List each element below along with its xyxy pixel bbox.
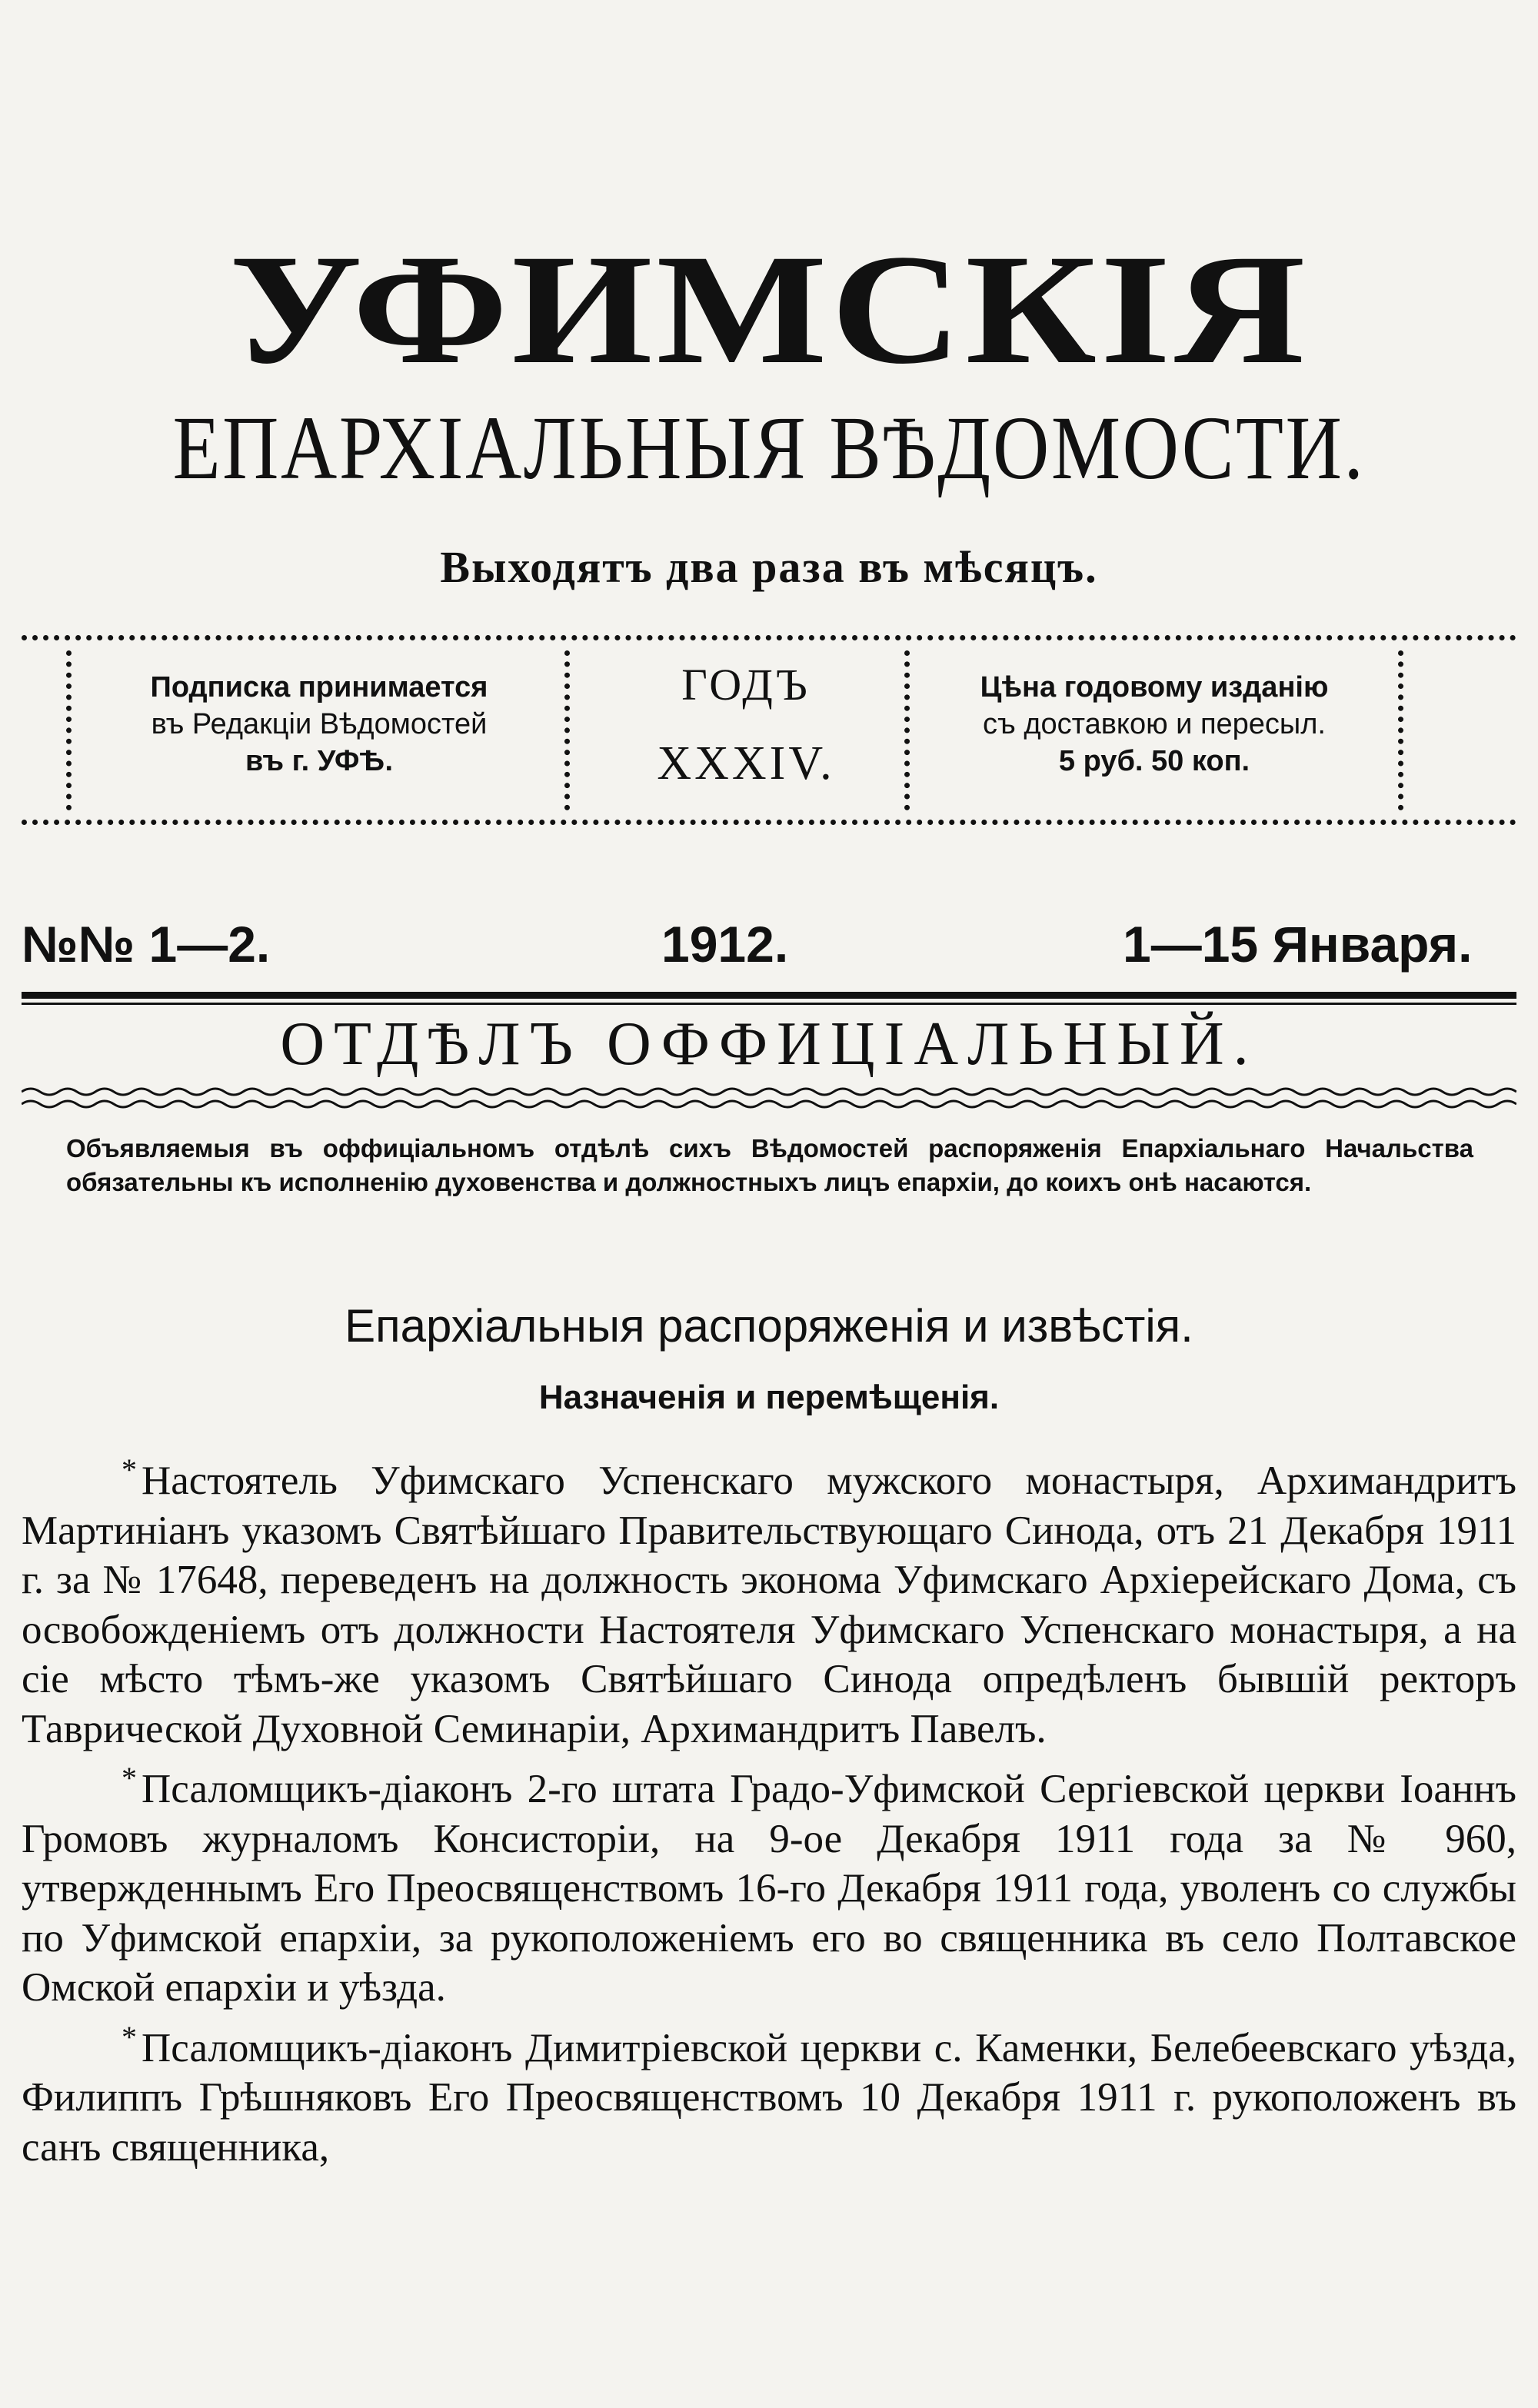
price-line-1: Цѣна годовому изданію [980, 671, 1329, 703]
official-notice: Объявляемыя въ оффиціальномъ отдѣлѣ сихъ Вѣдомостей распоряженія Епархіальнаго Начальства обязательны къ исполненію духовенства и должностныхъ лицъ епархіи, до коихъ онѣ насаются. [66, 1134, 1473, 1196]
subscription-line-3: въ г. УФѢ. [245, 745, 394, 777]
box-right-divider [1398, 650, 1403, 810]
box-top-border [22, 635, 1516, 640]
issue-year: 1912. [661, 916, 789, 973]
section-title: ОТДѢЛЪ ОФФИЦІАЛЬНЫЙ. [280, 1010, 1258, 1078]
price-info [920, 669, 1389, 780]
issue-rule-thin [22, 1003, 1516, 1005]
heading-appointments: Назначенія и перемѣщенія. [538, 1379, 1000, 1416]
issue-rule-thick [22, 992, 1516, 999]
paragraph-1-marker: * [122, 1452, 137, 1487]
issue-numbers: №№ 1—2. [22, 916, 271, 973]
heading-diocesan-orders: Епархіальныя распоряженія и извѣстія. [345, 1300, 1193, 1352]
box-divider-1 [564, 650, 570, 810]
publication-frequency: Выходятъ два раза въ мѣсяцъ. [440, 542, 1098, 592]
wavy-divider [22, 1084, 1516, 1115]
subscription-line-2: въ Редакціи Вѣдомостей [151, 708, 488, 740]
subscription-info [85, 669, 554, 780]
price-line-2: съ доставкою и пересыл. [983, 708, 1326, 740]
box-divider-2 [904, 650, 910, 810]
masthead-title: УФИМСКІЯ [229, 222, 1309, 397]
price-line-3: 5 руб. 50 коп. [1058, 745, 1250, 777]
masthead-subtitle: ЕПАРХІАЛЬНЫЯ ВѢДОМОСТИ. [172, 397, 1366, 498]
paragraph-3 [22, 2013, 1516, 2173]
paragraph-2-text: Псаломщикъ-діаконъ 2-го штата Градо-Уфимской Сергіевской церкви Іоаннъ Громовъ журналомъ Консисторіи, на 9-ое Декабря 1911 года за № 960, утвержденнымъ Его Преосвященствомъ 16-го Декабря 1911 года, уволенъ со службы по Уфимской епархіи, за рукоположеніемъ его во священника въ село Полтавское Омской епархіи и уѣзда. [22, 1767, 1516, 2010]
paragraph-3-marker: * [122, 2019, 137, 2054]
issue-date: 1—15 Января. [1123, 916, 1473, 973]
paragraph-1 [22, 1445, 1516, 1754]
paragraph-2 [22, 1754, 1516, 2013]
paragraph-2-marker: * [122, 1761, 137, 1795]
paragraph-3-text: Псаломщикъ-діаконъ Димитріевской церкви с. Каменки, Белебеевскаго уѣзда, Филиппъ Грѣшняковъ Его Преосвященствомъ 10 Декабря 1911 г. рукоположенъ въ санъ священника, [22, 2025, 1516, 2170]
subscription-line-1: Подписка принимается [150, 671, 488, 703]
box-bottom-border [22, 820, 1516, 825]
year-number: XXXIV. [657, 737, 835, 790]
paragraph-1-text: Настоятель Уфимскаго Успенскаго мужского монастыря, Архимандритъ Мартиніанъ указомъ Святѣйшаго Правительствующаго Синода, отъ 21 Декабря 1911 г. за № 17648, переведенъ на должность эконома Уфимскаго Архіерейскаго Дома, съ освобожденіемъ отъ должности Настоятеля Уфимскаго Успенскаго монастыря, а на сіе мѣсто тѣмъ-же указомъ Святѣйшаго Синода опредѣленъ бывшій ректоръ Таврической Духовной Семинаріи, Архимандритъ Павелъ. [22, 1458, 1516, 1751]
article-body [22, 1445, 1516, 2172]
year-label: ГОДЪ [681, 660, 811, 710]
box-left-divider [66, 650, 72, 810]
